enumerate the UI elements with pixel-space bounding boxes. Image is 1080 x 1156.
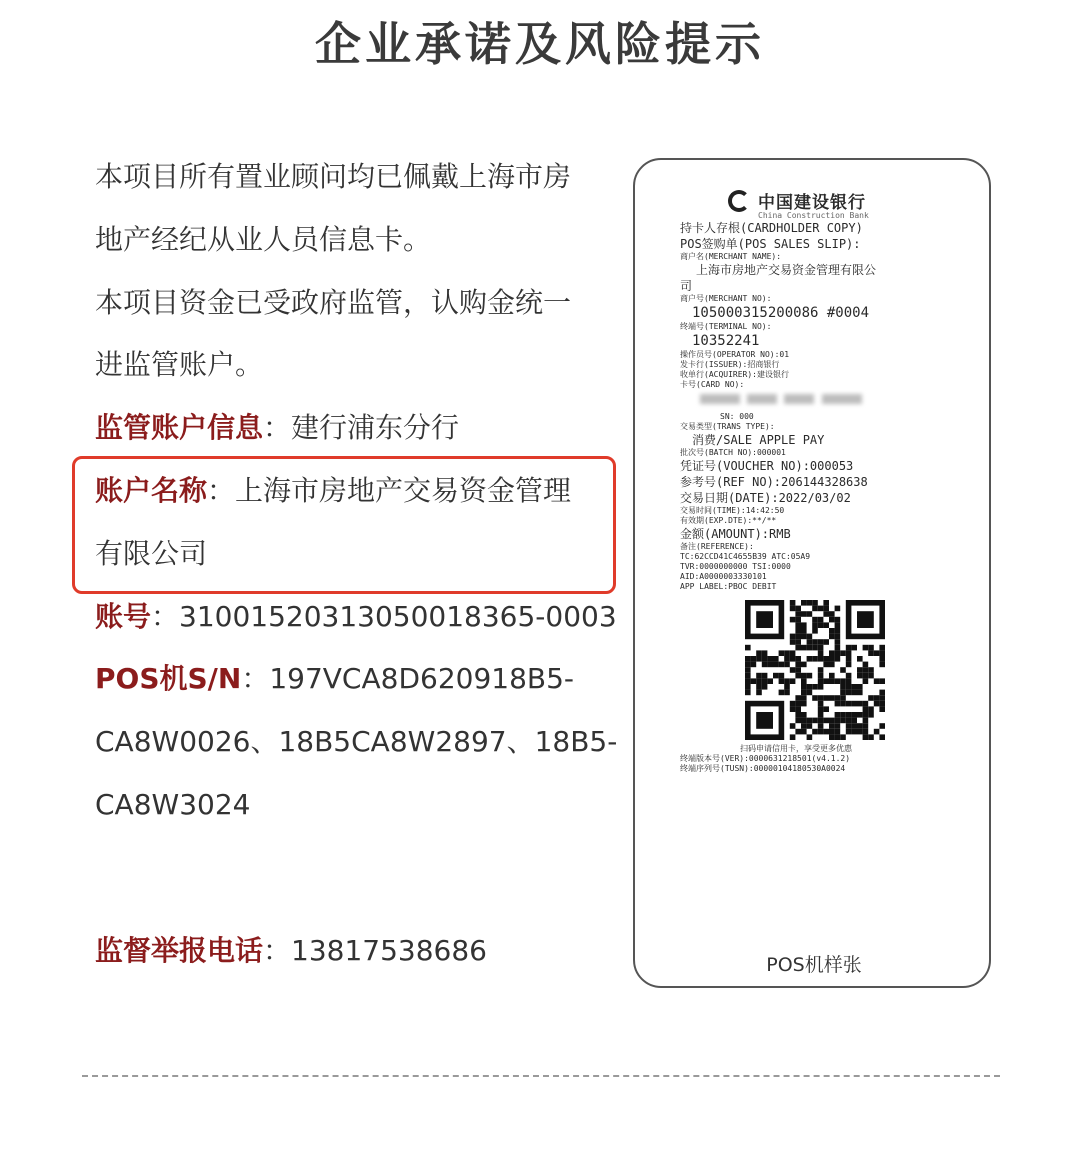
paragraph-2-line-2: 进监管账户。 [95, 348, 264, 382]
receipt-line: 交易类型(TRANS TYPE): [680, 422, 775, 431]
bank-name-en: China Construction Bank [758, 211, 869, 220]
account-number-label: 账号 [95, 599, 152, 633]
receipt-caption: POS机样张 [766, 954, 862, 976]
account-name-highlight-box [72, 456, 616, 594]
receipt-line: APP LABEL:PBOC DEBIT [680, 582, 777, 591]
report-phone-row [95, 920, 487, 982]
receipt-trans-type: 消费/SALE APPLE PAY [692, 433, 825, 447]
bank-name-cn: 中国建设银行 [758, 193, 866, 213]
receipt-line: 商户号(MERCHANT NO): [680, 294, 772, 303]
account-name-value-cont: 有限公司 [95, 536, 208, 570]
paragraph-2-line-1: 本项目资金已受政府监管，认购金统一 [95, 285, 572, 319]
receipt-line: 司 [680, 279, 693, 293]
receipt-line: POS签购单(POS SALES SLIP): [680, 237, 861, 251]
pos-sn-value-line-3: CA8W3024 [95, 787, 251, 821]
receipt-line: 操作员号(OPERATOR NO):01 [680, 350, 790, 359]
pos-receipt [680, 188, 942, 908]
receipt-line: 商户名(MERCHANT NAME): [680, 252, 782, 261]
receipt-line: TVR:0000000000 TSI:0000 [680, 562, 791, 571]
receipt-line: AID:A0000003330101 [680, 572, 767, 581]
report-phone-value: ：13817538686 [263, 934, 487, 967]
pos-sn-label: POS机S/N [95, 662, 242, 696]
account-number-value: ：31001520313050018365-0003 [151, 599, 617, 633]
account-name-label: 账户名称 [95, 473, 208, 507]
receipt-line: 有效期(EXP.DTE):**/** [680, 516, 777, 525]
receipt-line: TC:62CCD41C4655B39 ATC:05A9 [680, 552, 811, 561]
receipt-line: 终端号(TERMINAL NO): [680, 322, 772, 331]
report-phone-label: 监督举报电话 [95, 934, 264, 967]
page-title: 企业承诺及风险提示 [315, 17, 765, 71]
receipt-line: 卡号(CARD NO): [680, 380, 745, 389]
qr-code-icon [745, 600, 885, 740]
receipt-line: 凭证号(VOUCHER NO):000053 [680, 459, 854, 473]
ccb-brand [728, 188, 942, 213]
ccb-logo-icon [728, 190, 750, 212]
account-number-row [95, 586, 615, 649]
receipt-line: 交易时间(TIME):14:42:50 [680, 506, 785, 515]
receipt-merchant-name: 上海市房地产交易资金管理有限公 [696, 263, 877, 277]
receipt-amount: 金额(AMOUNT):RMB [680, 527, 791, 541]
receipt-line: 参考号(REF NO):206144328638 [680, 475, 868, 489]
receipt-line: 终端序列号(TUSN):00000104180530A0024 [680, 764, 846, 773]
pos-receipt-sample-card [633, 158, 991, 988]
receipt-card-no-blurred [680, 390, 942, 412]
receipt-line: 终端版本号(VER):0000631218501(v4.1.2) [680, 754, 851, 763]
receipt-merchant-no: 105000315200086 #0004 [692, 305, 870, 321]
dashed-divider [82, 1075, 1000, 1077]
paragraph-1-line-2: 地产经纪从业人员信息卡。 [95, 222, 432, 256]
bank-info-label: 监管账户信息 [95, 411, 264, 445]
pos-sn-value-line-2: CA8W0026、18B5CA8W2897、18B5- [95, 725, 618, 759]
receipt-line: 备注(REFERENCE): [680, 542, 754, 551]
pos-sn-row [95, 648, 615, 711]
pos-sn-value: ：197VCA8D620918B5- [241, 662, 575, 696]
receipt-sn: SN: 000 [720, 412, 754, 421]
receipt-line: 批次号(BATCH NO):000001 [680, 448, 786, 457]
account-name-value: ：上海市房地产交易资金管理 [207, 473, 572, 507]
bank-info-value: ：建行浦东分行 [263, 411, 460, 445]
receipt-line: 交易日期(DATE):2022/03/02 [680, 491, 851, 505]
receipt-terminal-no: 10352241 [692, 333, 760, 349]
paragraph-1-line-1: 本项目所有置业顾问均已佩戴上海市房 [95, 160, 572, 193]
receipt-line: 收单行(ACQUIRER):建设银行 [680, 370, 789, 379]
bank-info-row [95, 397, 615, 460]
receipt-line: 扫码申请信用卡，享受更多优惠 [740, 744, 852, 753]
receipt-line: 发卡行(ISSUER):招商银行 [680, 360, 780, 369]
receipt-line: 持卡人存根(CARDHOLDER COPY) [680, 221, 863, 235]
